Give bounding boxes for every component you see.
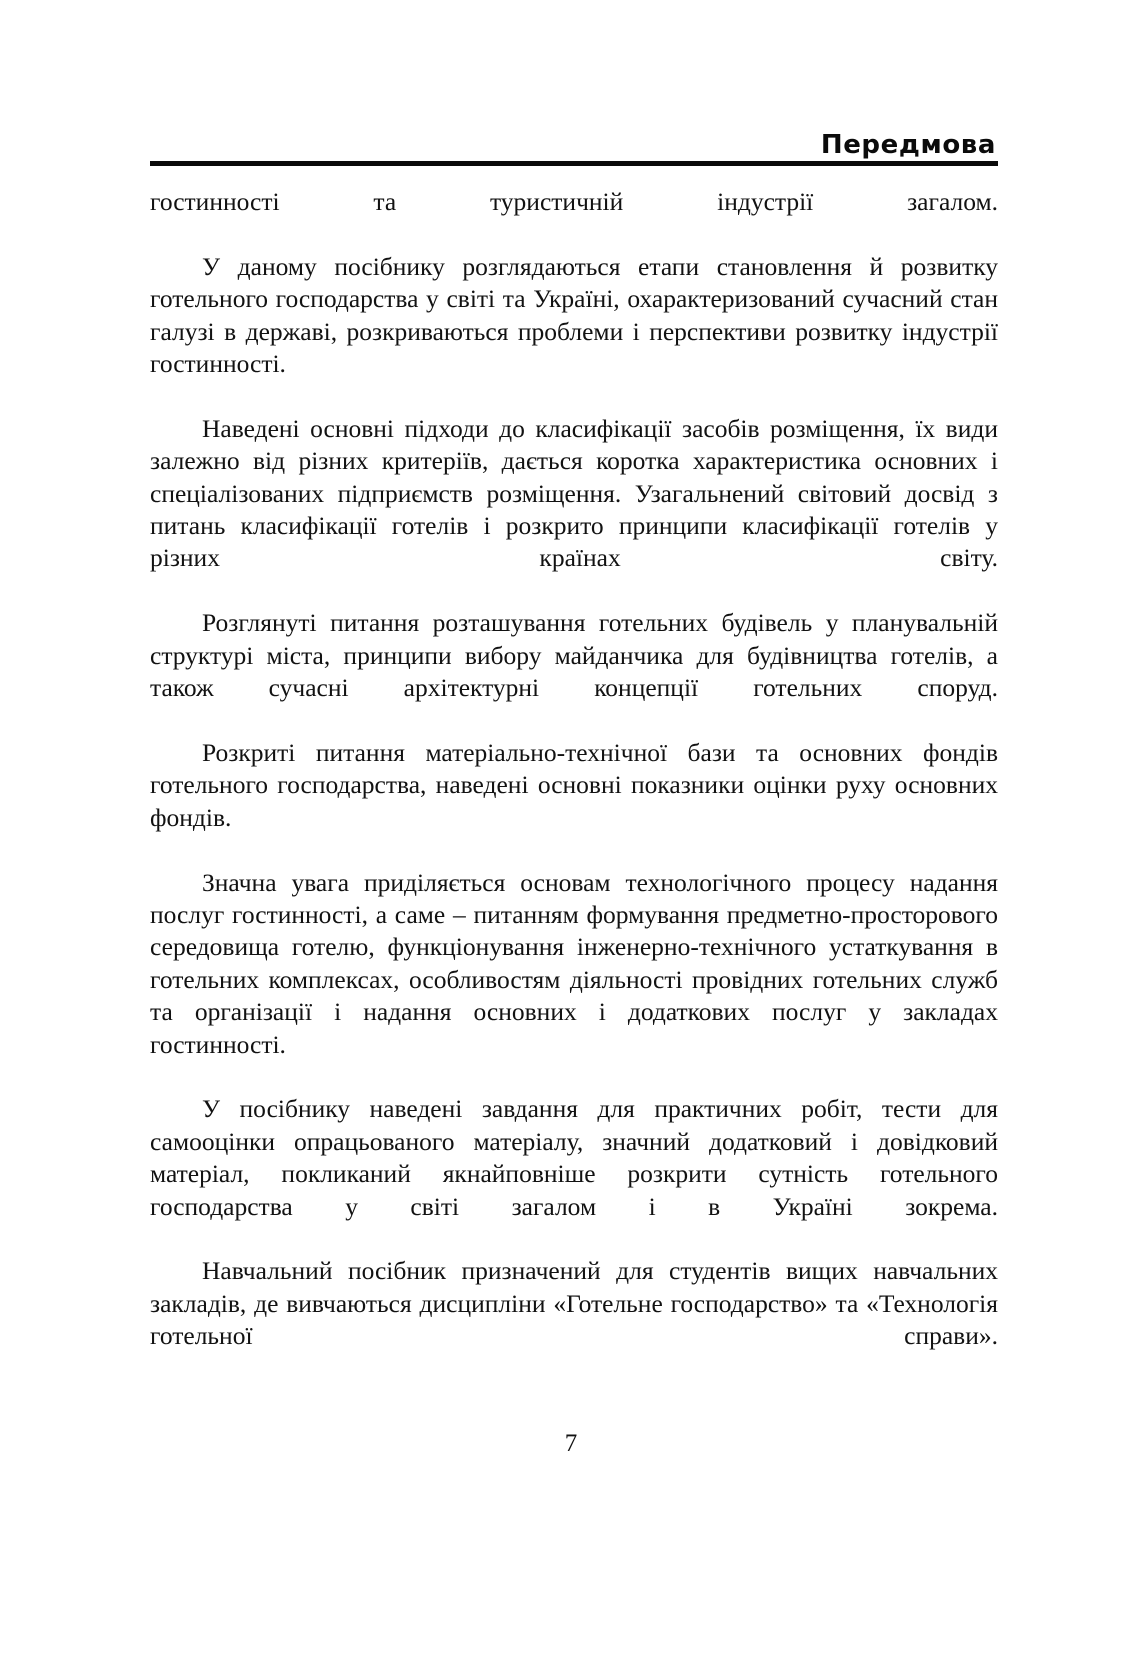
paragraph-audience: Навчальний посібник призначений для студентів вищих навчальних закладів, де вивчаються дисципліни «Готельне господарство» та «Технологія готельної справи».	[150, 1256, 998, 1351]
paragraph-siting: Розглянуті питання розташування готельних будівель у планувальній структурі міста, принципи вибору майданчика для будівництва готелів, а також сучасні архітектурні концепції готельних споруд.	[150, 608, 998, 703]
paragraph-overview: У даному посібнику розглядаються етапи становлення й розвитку готельного господарства у світі та Україні, охарактеризований сучасний стан галузі в державі, розкриваються проблеми і перспективи розвитку індустрії гостинності.	[150, 251, 998, 379]
paragraph-continuation: гостинності та туристичній індустрії загалом.	[150, 187, 998, 216]
paragraph-exercises: У посібнику наведені завдання для практичних робіт, тести для самооцінки опрацьованого матеріалу, значний додатковий і довідковий матеріал, покликаний якнайповніше розкрити сутність готельного господарства у світі загалом і в Україні зокрема.	[150, 1094, 998, 1221]
paragraph-technology: Значна увага приділяється основам технологічного процесу надання послуг гостинності, а саме – питанням формування предметно-просторового середовища готелю, функціонування інженерно-технічного устаткування в готельних комплексах, особливостям діяльності провідних готельних служб та організації і надання основних і додаткових послуг у закладах гостинності.	[150, 867, 998, 1059]
body-text-column	[150, 186, 998, 1385]
running-header-title: Передмова	[820, 130, 996, 160]
paragraph-assets: Розкриті питання матеріально-технічної бази та основних фондів готельного господарства, наведені основні показники оцінки руху основних фондів.	[150, 737, 998, 832]
header-divider-rule	[150, 161, 998, 166]
paragraph-classification: Наведені основні підходи до класифікації засобів розміщення, їх види залежно від різних критеріїв, дається коротка характеристика основних і спеціалізованих підприємств розміщення. Узагальнений світовий досвід з питань класифікації готелів і розкрито принципи класифікації готелів у різних країнах світу.	[150, 413, 998, 573]
page-number: 7	[564, 1430, 578, 1457]
running-header	[150, 132, 998, 166]
